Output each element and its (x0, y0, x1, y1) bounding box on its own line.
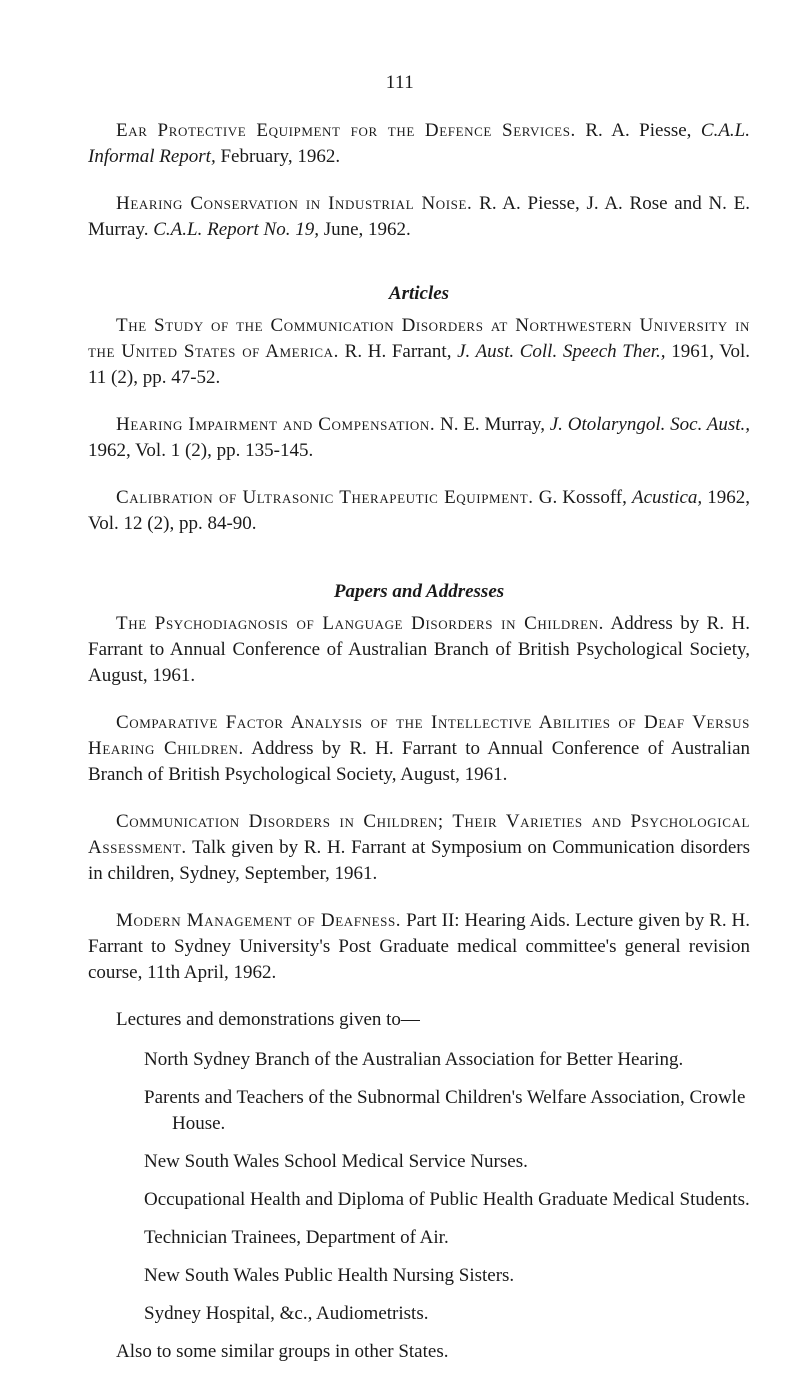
report-source: C.A.L. Informal Report, (88, 120, 751, 167)
page-number: 111 (385, 72, 415, 93)
lectures-intro: Lectures and demonstrations given to— (116, 1009, 420, 1030)
paper-details: Address by R. H. Farrant to Annual Conference of Australian Branch of British Psychological Society, August, 1961. (88, 613, 751, 686)
article-title: The Study of the Communication Disorders at Northwestern University in the United States of America. (88, 315, 750, 362)
lecture-item: Parents and Teachers of the Subnormal Children's Welfare Association, Crowle House. (144, 1087, 746, 1134)
article-title: Calibration of Ultrasonic Therapeutic Equipment. (116, 487, 534, 508)
article-details: 1962, Vol. 12 (2), pp. 84-90. (88, 487, 751, 534)
article-details: 1962, Vol. 1 (2), pp. 135-145. (88, 440, 314, 461)
article-source: Acustica, (631, 487, 703, 508)
report-authors: R. A. Piesse, (585, 120, 692, 141)
lecture-item: Sydney Hospital, &c., Audiometrists. (144, 1303, 429, 1324)
paper-entry-2 (88, 710, 750, 788)
paper-details: Talk given by R. H. Farrant at Symposium on Communication disorders in children, Sydney, September, 1961. (88, 837, 750, 884)
report-source: C.A.L. Report No. 19, (153, 219, 319, 240)
articles-heading: Articles (388, 283, 450, 304)
report-authors: R. A. Piesse, J. A. Rose and N. E. Murray. (88, 193, 751, 240)
report-entry-2 (88, 191, 750, 243)
article-entry-3 (88, 485, 750, 537)
page-content (88, 118, 750, 1379)
paper-title: Communication Disorders in Children; Their Varieties and Psychological Assessment. (88, 811, 750, 858)
paper-details: Address by R. H. Farrant to Annual Conference of Australian Branch of British Psychological Society, August, 1961. (88, 738, 751, 785)
paper-details: Part II: Hearing Aids. Lecture given by R. H. Farrant to Sydney University's Post Graduate medical committee's general revision course, 11th April, 1962. (88, 910, 751, 983)
paper-title: Modern Management of Deafness. (116, 910, 402, 931)
article-source: J. Otolaryngol. Soc. Aust., (549, 414, 751, 435)
lecture-item: New South Wales School Medical Service Nurses. (144, 1151, 528, 1172)
lecture-item: New South Wales Public Health Nursing Sisters. (144, 1265, 515, 1286)
report-title: Hearing Conservation in Industrial Noise. (116, 193, 473, 214)
paper-title: Comparative Factor Analysis of the Intellective Abilities of Deaf Versus Hearing Children. (88, 712, 750, 759)
article-entry-2 (88, 412, 750, 464)
paper-title: The Psychodiagnosis of Language Disorders in Children. (116, 613, 605, 634)
lectures-closing: Also to some similar groups in other States. (116, 1341, 449, 1362)
paper-entry-3 (88, 809, 750, 887)
article-details: 1961, Vol. 11 (2), pp. 47-52. (88, 341, 751, 388)
report-date: February, 1962. (220, 146, 341, 167)
article-authors: R. H. Farrant, (344, 341, 452, 362)
article-source: J. Aust. Coll. Speech Ther., (457, 341, 666, 362)
article-title: Hearing Impairment and Compensation. (116, 414, 436, 435)
article-authors: G. Kossoff, (538, 487, 627, 508)
report-entry-1 (88, 118, 750, 170)
report-title: Ear Protective Equipment for the Defence Services. (116, 120, 576, 141)
papers-heading: Papers and Addresses (333, 581, 505, 602)
article-entry-1 (88, 313, 750, 391)
lecture-item: Technician Trainees, Department of Air. (144, 1227, 449, 1248)
report-date: June, 1962. (323, 219, 411, 240)
lecture-item: Occupational Health and Diploma of Public Health Graduate Medical Students. (144, 1189, 750, 1210)
paper-entry-1 (88, 611, 750, 689)
paper-entry-4 (88, 908, 750, 986)
lecture-list (88, 1047, 750, 1327)
article-authors: N. E. Murray, (440, 414, 545, 435)
lecture-item: North Sydney Branch of the Australian Association for Better Hearing. (144, 1049, 684, 1070)
